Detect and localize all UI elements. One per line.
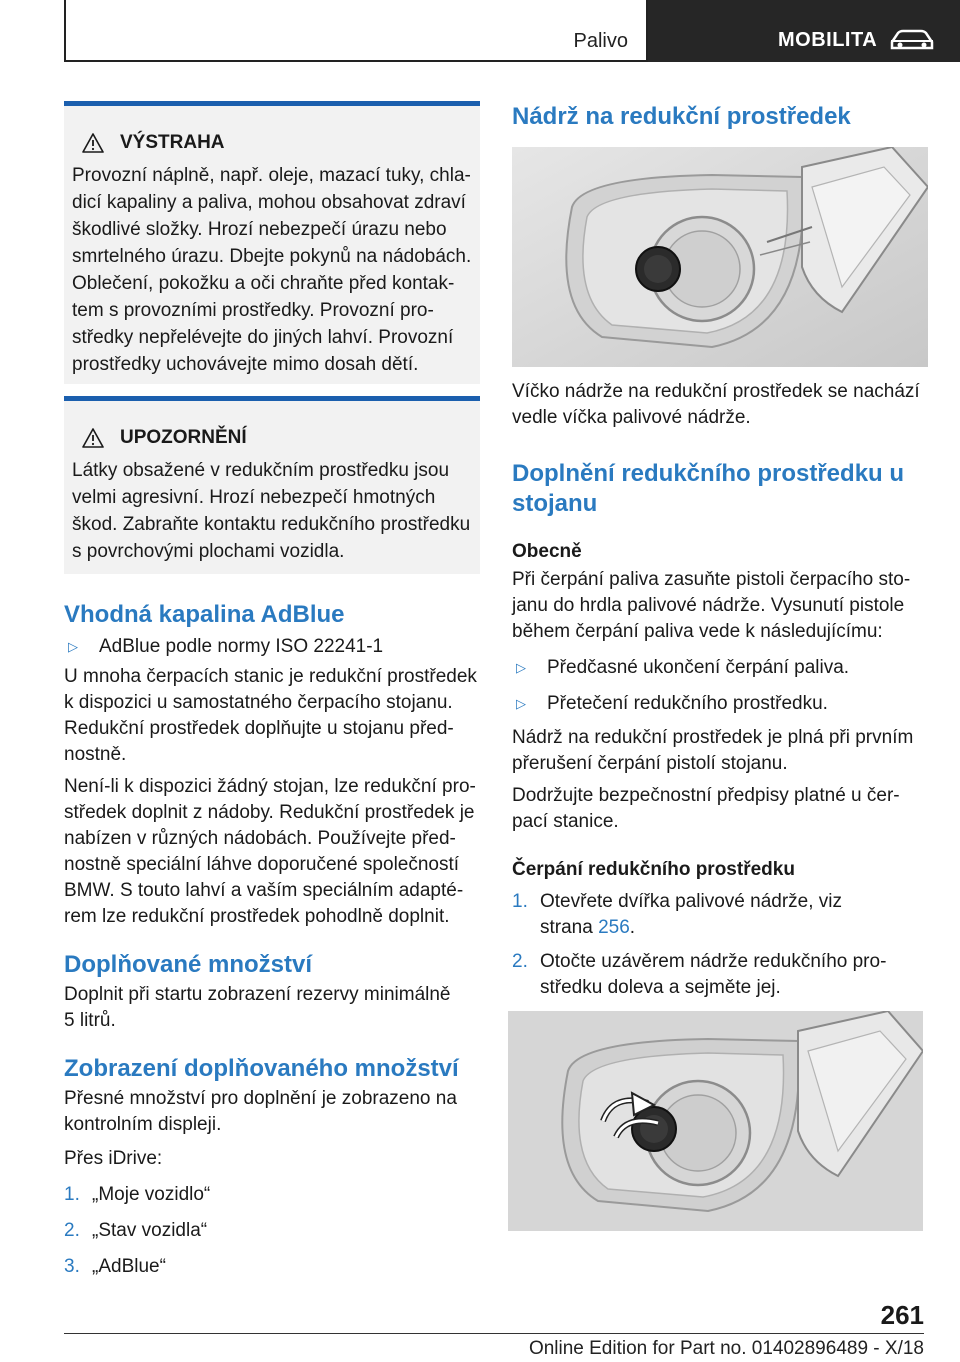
list-item: ▷ Předčasné ukončení čerpání paliva.: [512, 655, 928, 681]
caution-box: [64, 396, 480, 574]
paragraph: Při čerpání paliva zasuňte pistoli čerpacího sto- janu do hrdla palivové nádrže. Vysunutí pistole během čerpání paliva vede k následujícímu:: [512, 569, 911, 642]
adblue-cap-photo: [512, 147, 928, 367]
heading-amount: Doplňované množství: [64, 951, 313, 978]
list-item: ▷ AdBlue podle normy ISO 22241-1: [64, 634, 480, 660]
footer-edition: Online Edition for Part no. 01402896489 - X/18: [528, 1338, 924, 1359]
cap-removal-photo: [508, 1011, 923, 1231]
warning-triangle-icon: [82, 133, 104, 153]
list-item: 2. Otočte uzávěrem nádrže redukčního pro- středku doleva a sejměte jej.: [512, 951, 887, 998]
bullet-triangle-icon: ▷: [516, 660, 526, 675]
bullet-triangle-icon: ▷: [68, 639, 78, 654]
left-column: [64, 600, 480, 1280]
chapter-tab: [648, 0, 960, 62]
photo-caption: Víčko nádrže na redukční prostředek se nachází vedle víčka palivové nádrže.: [512, 381, 920, 428]
heading-tank: Nádrž na redukční prostředek: [512, 103, 851, 130]
warning-title: VÝSTRAHA: [120, 132, 225, 153]
warning-triangle-icon: [82, 428, 104, 448]
page-number: 261: [880, 1300, 924, 1330]
page-link[interactable]: 256: [598, 917, 630, 938]
footer-divider: [64, 1333, 924, 1334]
list-item: 1. „Moje vozidlo“: [64, 1184, 211, 1205]
heading-pumping: Čerpání redukčního prostředku: [512, 859, 795, 880]
paragraph: Nádrž na redukční prostředek je plná při prvním přerušení čerpání pistolí stojanu.: [512, 727, 914, 774]
paragraph: Není-li k dispozici žádný stojan, lze redukční pro- středek doplnit z nádoby. Redukční prostředek je nabízen v různých nádobách. Používejte před- nostně speciální láhve doporučené společností BMW. S touto lahví a vaším speciálním adapté- rem lze redukční prostředek pohodlně doplnit.: [64, 776, 476, 927]
section-title: Palivo: [573, 30, 628, 52]
chapter-title: MOBILITA: [778, 29, 878, 51]
heading-adblue: Vhodná kapalina AdBlue: [64, 601, 345, 628]
warning-text: Provozní náplně, např. oleje, mazací tuky, chla- dicí kapaliny a paliva, mohou obsahovat zdraví škodlivé složky. Hrozí nebezpečí úrazu nebo smrtelného úrazu. Dbejte pokynů na nádobách. Oblečení, pokožku a oči chraňte před kontak- tem s provozními prostředky. Provozní pro- středky nepřelévejte do jiných lahví. Provozní prostředky uchovávejte mimo dosah dětí.: [72, 165, 472, 375]
idrive-label: Přes iDrive:: [64, 1148, 163, 1169]
bullet-triangle-icon: ▷: [516, 696, 526, 711]
header-frame: [64, 0, 648, 62]
caution-text: Látky obsažené v redukčním prostředku jsou velmi agresivní. Hrozí nebezpečí hmotných škod. Zabraňte kontaktu redukčního prostředku s povrchovými plochami vozidla.: [72, 460, 471, 562]
paragraph: Přesné množství pro doplnění je zobrazeno na kontrolním displeji.: [64, 1088, 457, 1135]
car-icon: [888, 28, 936, 52]
heading-general: Obecně: [512, 541, 582, 562]
warning-box: [64, 101, 480, 384]
caution-title: UPOZORNĚNÍ: [120, 427, 247, 448]
paragraph: Doplnit při startu zobrazení rezervy minimálně 5 litrů.: [64, 984, 451, 1031]
list-item: 3. „AdBlue“: [64, 1256, 166, 1277]
heading-display: Zobrazení doplňovaného množství: [64, 1055, 459, 1082]
right-column-body: [512, 379, 928, 1001]
list-item: 2. „Stav vozidla“: [64, 1220, 208, 1241]
paragraph: Dodržujte bezpečnostní předpisy platné u čer- pací stanice.: [512, 785, 900, 832]
list-item: ▷ Přetečení redukčního prostředku.: [512, 691, 928, 717]
right-column-top: [512, 102, 928, 132]
heading-refill: Doplnění redukčního prostředku u stojanu: [512, 460, 905, 517]
paragraph: U mnoha čerpacích stanic je redukční prostředek k dispozici u samostatného čerpacího stojanu. Redukční prostředek doplňujte u stojanu před- nostně.: [64, 666, 477, 765]
list-item: 1. Otevřete dvířka palivové nádrže, viz strana 256.: [512, 891, 843, 938]
